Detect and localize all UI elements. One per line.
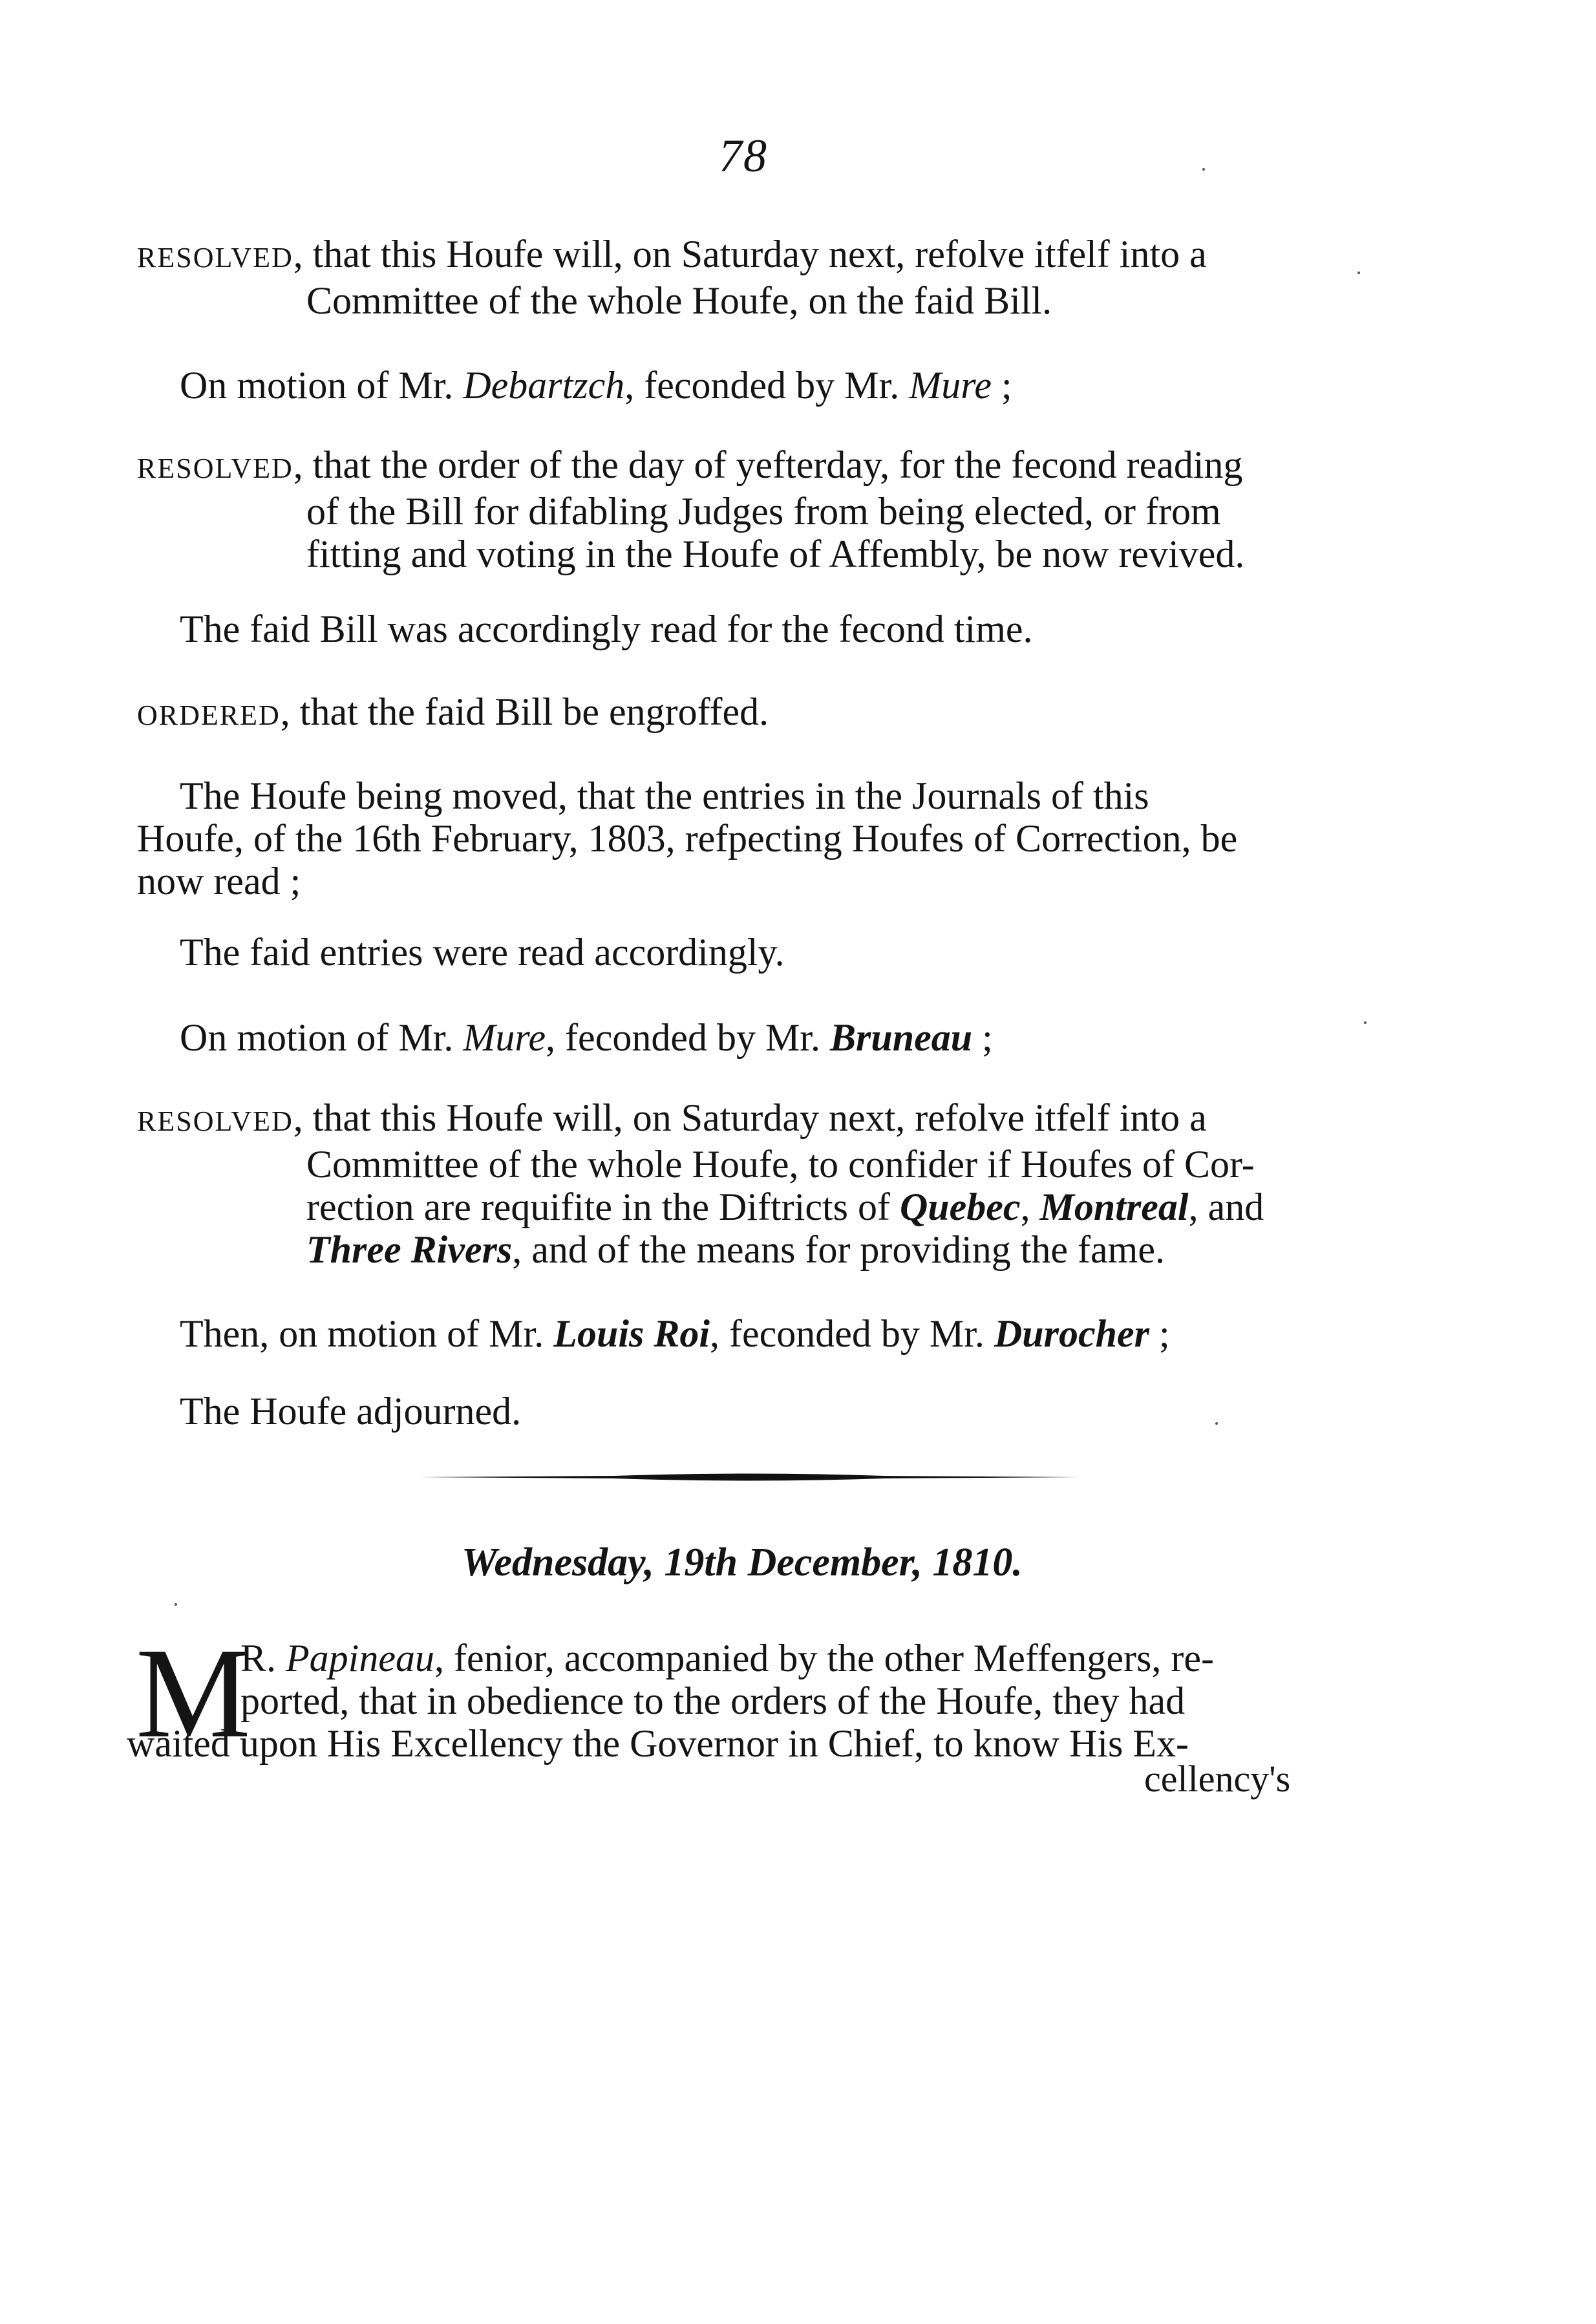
page-number: 78 — [719, 130, 768, 182]
resolution-text-line-4 — [137, 1228, 1264, 1271]
motion-adjourn — [180, 1312, 1170, 1355]
final-paragraph-line-1 — [240, 1637, 1214, 1679]
ordered-label: ORDERED — [137, 699, 281, 731]
resolution-houses-of-correction — [137, 1096, 1264, 1271]
line-1-text: , fenior, accompanied by the other Meffengers, re- — [434, 1637, 1214, 1679]
line-3-text: rection are requifite in the Diftricts of — [306, 1186, 900, 1228]
resolved-label: RESOLVED — [137, 1105, 293, 1137]
place-three-rivers: Three Rivers — [306, 1228, 513, 1271]
resolution-text: , that this Houfe will, on Saturday next, refolve itfelf into a — [293, 233, 1207, 275]
motion-line-2: Houfe, of the 16th February, 1803, refpecting Houfes of Correction, be — [137, 817, 1238, 860]
final-paragraph-line-2: ported, that in obedience to the orders of the Houfe, they had — [240, 1679, 1186, 1722]
motion-suffix: ; — [1149, 1312, 1170, 1355]
drop-cap-letter: M — [136, 1622, 251, 1765]
resolution-lead — [137, 242, 293, 273]
resolution-text-line-3 — [137, 1186, 1264, 1228]
motion-line-1: The Houfe being moved, that the entries in the Journals of this — [180, 774, 1149, 817]
entries-read-note: The faid entries were read accordingly. — [180, 931, 785, 974]
motion-line-3: now read ; — [137, 860, 301, 902]
resolution-text-line-2: of the Bill for difabling Judges from being elected, or from — [306, 490, 1221, 533]
scan-speck — [1215, 1422, 1218, 1425]
motion-suffix: ; — [991, 364, 1012, 407]
date-heading: Wednesday, 19th December, 1810. — [462, 1540, 1023, 1584]
scan-speck — [1357, 272, 1360, 274]
seconder-name: Durocher — [994, 1312, 1149, 1355]
house-adjourned: The Houfe adjourned. — [180, 1390, 522, 1433]
mover-name: Mure — [463, 1016, 546, 1059]
papineau-name: Papineau — [286, 1637, 434, 1679]
resolved-label: RESOLVED — [137, 453, 293, 484]
motion-mid: , feconded by Mr. — [624, 364, 910, 407]
place-quebec: Quebec — [899, 1186, 1021, 1228]
line-1-prefix: R. — [240, 1637, 286, 1679]
order-text: , that the faid Bill be engroffed. — [280, 690, 769, 733]
resolution-text: , that this Houfe will, on Saturday next, refolve itfelf into a — [293, 1096, 1207, 1139]
seconder-name: Mure — [909, 364, 992, 407]
mover-name: Debartzch — [463, 364, 625, 407]
resolved-label: RESOLVED — [137, 242, 293, 273]
motion-mure — [180, 1016, 993, 1059]
resolution-judges-bill — [137, 443, 1244, 575]
line-4-text: , and of the means for providing the fame. — [512, 1228, 1165, 1271]
order-engrossed — [137, 690, 769, 737]
separator: , and — [1188, 1186, 1264, 1228]
resolution-text: , that the order of the day of yefterday, for the fecond reading — [293, 443, 1243, 486]
resolution-saturday-bill — [137, 233, 1207, 322]
resolution-text-line-2: Committee of the whole Houfe, to confider if Houfes of Cor- — [306, 1143, 1255, 1186]
mover-name: Louis Roi — [553, 1312, 710, 1355]
resolution-text-line-2: Committee of the whole Houfe, on the faid Bill. — [306, 279, 1052, 322]
motion-prefix: On motion of Mr. — [180, 364, 463, 407]
section-divider-rule — [420, 1473, 1078, 1482]
motion-prefix: Then, on motion of Mr. — [180, 1312, 554, 1355]
catchword: cellency's — [1144, 1758, 1291, 1800]
resolution-text-line-3: fitting and voting in the Houfe of Affembly, be now revived. — [306, 533, 1245, 575]
seconder-name: Bruneau — [829, 1016, 973, 1059]
motion-mid: , feconded by Mr. — [710, 1312, 994, 1355]
scan-speck — [1202, 168, 1205, 171]
motion-debartzch — [180, 364, 1012, 407]
motion-mid: , feconded by Mr. — [546, 1016, 830, 1059]
scan-speck — [175, 1603, 177, 1606]
motion-journal-entries — [137, 774, 1237, 902]
second-reading-note: The faid Bill was accordingly read for the fecond time. — [180, 608, 1033, 650]
separator: , — [1020, 1186, 1040, 1228]
scan-speck — [1364, 1021, 1367, 1024]
place-montreal: Montreal — [1039, 1186, 1189, 1228]
motion-prefix: On motion of Mr. — [180, 1016, 463, 1059]
motion-suffix: ; — [972, 1016, 993, 1059]
final-paragraph-line-3: waited upon His Excellency the Governor in Chief, to know His Ex- — [127, 1722, 1189, 1765]
